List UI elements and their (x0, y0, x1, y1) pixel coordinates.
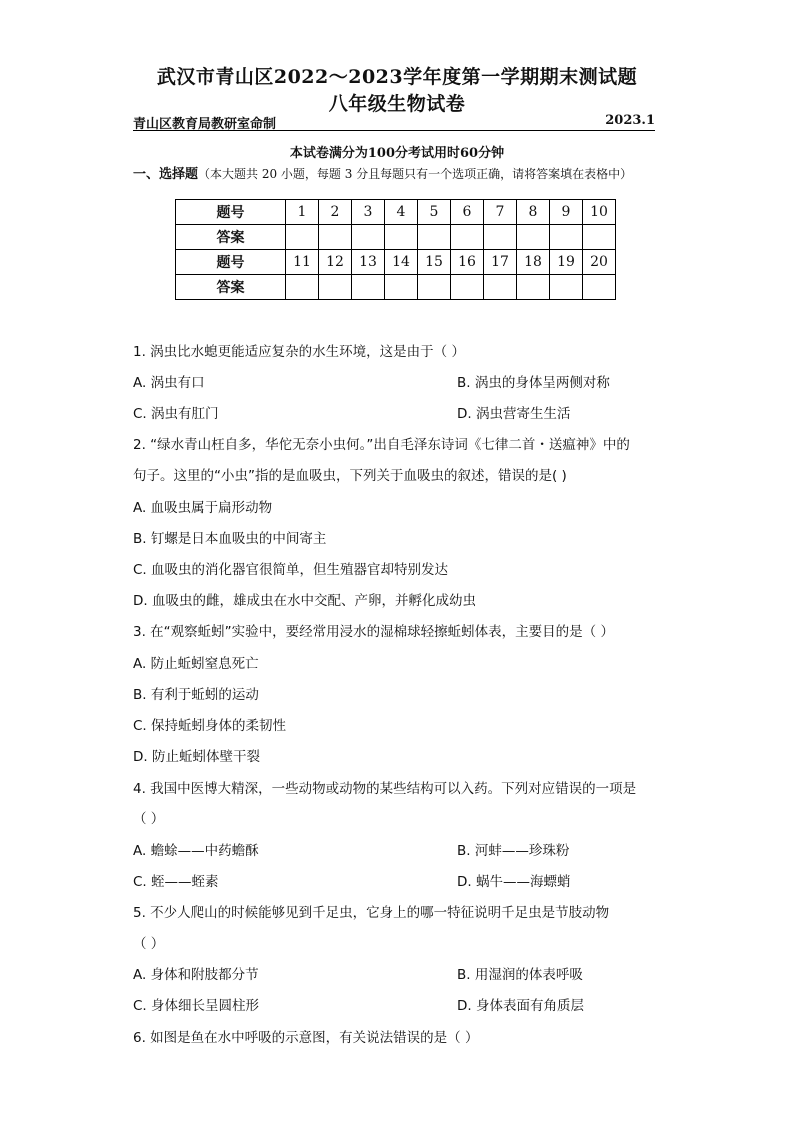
number-cell: 16 (451, 250, 484, 275)
answer-cell (319, 275, 352, 300)
number-cell: 17 (484, 250, 517, 275)
answer-cell (550, 275, 583, 300)
number-cell: 15 (418, 250, 451, 275)
q1-option-d: D. 涡虫营寄生生活 (457, 406, 571, 422)
answer-cell (583, 225, 616, 250)
row-label-answer: 答案 (176, 225, 286, 250)
answer-table (175, 199, 616, 300)
table-row (176, 275, 616, 300)
q5-option-c: C. 身体细长呈圆柱形 (133, 998, 260, 1014)
q5-option-a: A. 身体和附肢都分节 (133, 967, 259, 983)
question-4-stem-line2: （ ） (133, 811, 165, 827)
number-cell: 2 (319, 200, 352, 225)
answer-cell (517, 225, 550, 250)
question-5-stem-line1: 5. 不少人爬山的时候能够见到千足虫，它身上的哪一特征说明千足虫是节肢动物 (133, 905, 610, 921)
answer-cell (286, 225, 319, 250)
table-row (176, 225, 616, 250)
answer-cell (451, 275, 484, 300)
row-label-number: 题号 (176, 250, 286, 275)
q1-option-a: A. 涡虫有口 (133, 375, 205, 391)
issuer-label: 青山区教育局教研室命制 (133, 117, 277, 132)
q4-option-a: A. 蟾蜍——中药蟾酥 (133, 843, 259, 859)
answer-cell (550, 225, 583, 250)
number-cell: 10 (583, 200, 616, 225)
question-2-stem-line1: 2. “绿水青山枉自多，华佗无奈小虫何。”出自毛泽东诗词《七律二首・送瘟神》中的 (133, 437, 630, 453)
answer-cell (517, 275, 550, 300)
q4-option-c: C. 蛭——蛭素 (133, 874, 219, 890)
number-cell: 13 (352, 250, 385, 275)
answer-cell (583, 275, 616, 300)
q2-option-d: D. 血吸虫的雌，雄成虫在水中交配、产卵，并孵化成幼虫 (133, 593, 476, 609)
number-cell: 4 (385, 200, 418, 225)
section-heading (133, 163, 632, 182)
number-cell: 14 (385, 250, 418, 275)
question-2-stem-line2: 句子。这里的“小虫”指的是血吸虫，下列关于血吸虫的叙述，错误的是( ) (133, 468, 567, 484)
number-cell: 3 (352, 200, 385, 225)
number-cell: 20 (583, 250, 616, 275)
table-row (176, 250, 616, 275)
q4-option-b: B. 河蚌——珍珠粉 (457, 843, 570, 859)
number-cell: 8 (517, 200, 550, 225)
exam-subtitle: 八年级生物试卷 (328, 93, 466, 115)
q1-option-b: B. 涡虫的身体呈两侧对称 (457, 375, 610, 391)
answer-cell (484, 275, 517, 300)
q2-option-b: B. 钉螺是日本血吸虫的中间寄主 (133, 531, 327, 547)
q4-option-d: D. 蜗牛——海螵蛸 (457, 874, 571, 890)
number-cell: 19 (550, 250, 583, 275)
answer-cell (418, 275, 451, 300)
question-4-stem-line1: 4. 我国中医博大精深，一些动物或动物的某些结构可以入药。下列对应错误的一项是 (133, 781, 637, 797)
number-cell: 11 (286, 250, 319, 275)
number-cell: 18 (517, 250, 550, 275)
question-1-stem: 1. 涡虫比水螅更能适应复杂的水生环境，这是由于（ ） (133, 344, 465, 360)
answer-cell (352, 275, 385, 300)
answer-cell (385, 225, 418, 250)
q3-option-c: C. 保持蚯蚓身体的柔韧性 (133, 718, 287, 734)
number-cell: 1 (286, 200, 319, 225)
answer-cell (451, 225, 484, 250)
row-label-number: 题号 (176, 200, 286, 225)
header-rule (133, 112, 655, 131)
table-row (176, 200, 616, 225)
q1-option-c: C. 涡虫有肛门 (133, 406, 219, 422)
exam-date: 2023.1 (605, 113, 655, 128)
number-cell: 6 (451, 200, 484, 225)
number-cell: 12 (319, 250, 352, 275)
q3-option-b: B. 有利于蚯蚓的运动 (133, 687, 259, 703)
row-label-answer: 答案 (176, 275, 286, 300)
number-cell: 7 (484, 200, 517, 225)
q2-option-c: C. 血吸虫的消化器官很简单，但生殖器官却特别发达 (133, 562, 449, 578)
q3-option-d: D. 防止蚯蚓体壁干裂 (133, 749, 260, 765)
question-6-stem: 6. 如图是鱼在水中呼吸的示意图，有关说法错误的是（ ） (133, 1030, 479, 1046)
q3-option-a: A. 防止蚯蚓窒息死亡 (133, 656, 259, 672)
question-5-stem-line2: （ ） (133, 936, 165, 952)
question-3-stem: 3. 在“观察蚯蚓”实验中，要经常用浸水的湿棉球轻擦蚯蚓体表，主要目的是（ ） (133, 624, 614, 640)
q5-option-b: B. 用湿润的体表呼吸 (457, 967, 583, 983)
answer-cell (484, 225, 517, 250)
section-label: 一、选择题 (133, 167, 199, 182)
answer-cell (418, 225, 451, 250)
section-note: （本大题共 20 小题，每题 3 分且每题只有一个选项正确，请将答案填在表格中） (198, 167, 633, 181)
exam-title: 武汉市青山区2022～2023学年度第一学期期末测试题 (156, 66, 638, 88)
score-time-note: 本试卷满分为100分考试用时60分钟 (289, 146, 505, 161)
answer-cell (319, 225, 352, 250)
q5-option-d: D. 身体表面有角质层 (457, 998, 584, 1014)
answer-cell (286, 275, 319, 300)
q2-option-a: A. 血吸虫属于扁形动物 (133, 500, 273, 516)
answer-cell (385, 275, 418, 300)
number-cell: 9 (550, 200, 583, 225)
answer-cell (352, 225, 385, 250)
number-cell: 5 (418, 200, 451, 225)
